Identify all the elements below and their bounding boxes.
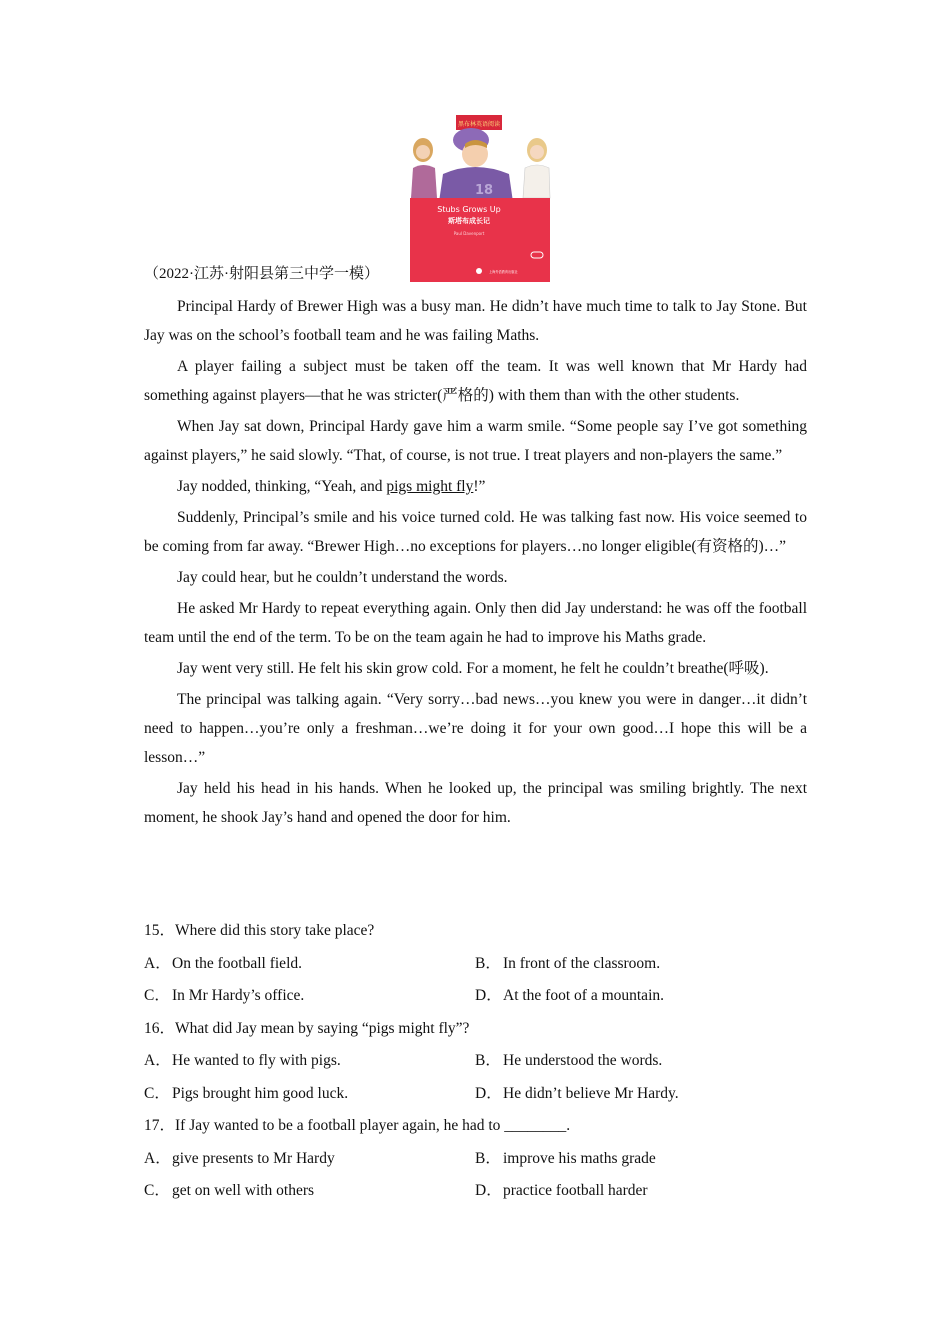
passage-paragraph	[144, 654, 807, 683]
cover-publisher: 上海外语教育出版社	[489, 270, 518, 274]
option-label: A．	[144, 1052, 171, 1069]
answer-option[interactable]	[144, 980, 475, 1013]
passage-paragraph	[144, 472, 807, 501]
cover-author: Paul Davenport	[453, 231, 485, 236]
option-row	[144, 980, 807, 1013]
option-text: practice football harder	[503, 1182, 648, 1199]
paragraph-text: !”	[473, 478, 486, 495]
answer-option[interactable]	[475, 1175, 806, 1208]
option-row	[144, 1045, 807, 1078]
option-row	[144, 948, 807, 981]
passage-paragraph	[144, 292, 807, 350]
option-text: He understood the words.	[503, 1052, 663, 1069]
option-row	[144, 1078, 807, 1111]
option-row	[144, 1175, 807, 1208]
series-band-text: 黑布林英语阅读	[457, 121, 501, 128]
passage-paragraph	[144, 412, 807, 470]
answer-option[interactable]	[475, 948, 806, 981]
option-text: At the foot of a mountain.	[503, 987, 664, 1004]
option-text: improve his maths grade	[503, 1149, 656, 1167]
book-cover-image	[409, 114, 551, 282]
option-label: B．	[475, 1149, 501, 1167]
paragraph-text: The principal was talking again. “Very sorry…bad news…you knew you were in danger…it didn’t need to happen…you’re only a freshman…we’re doing it for your own good…I hope this will be a lesson…”	[144, 691, 807, 766]
passage-paragraph	[144, 503, 807, 561]
option-label: B．	[475, 1052, 501, 1069]
jersey-number: 18	[474, 183, 494, 198]
answer-option[interactable]	[475, 1045, 806, 1078]
option-text: He didn’t believe Mr Hardy.	[503, 1084, 679, 1102]
question-block	[144, 1013, 807, 1111]
reading-passage	[144, 292, 807, 832]
passage-paragraph	[144, 594, 807, 652]
option-text: In Mr Hardy’s office.	[172, 987, 305, 1004]
option-text: In front of the classroom.	[503, 954, 661, 972]
paragraph-text: A player failing a subject must be taken off the team. It was well known that Mr Hardy had something against players—that he was stricter(严格的) with them than with the other students.	[144, 358, 807, 404]
question-stem: 16．What did Jay mean by saying “pigs might fly”?	[144, 1019, 470, 1037]
paragraph-text: When Jay sat down, Principal Hardy gave him a warm smile. “Some people say I’ve got something against players,” he said slowly. “That, of course, is not true. I treat players and non-players the same.”	[144, 418, 807, 464]
answer-option[interactable]	[144, 948, 475, 981]
exam-source-label: （2022·江苏·射阳县第三中学一模）	[144, 266, 379, 282]
option-label: D．	[475, 987, 502, 1004]
option-text: get on well with others	[172, 1182, 315, 1199]
option-label: A．	[144, 1149, 171, 1167]
answer-option[interactable]	[144, 1143, 475, 1176]
passage-paragraph	[144, 685, 807, 772]
option-label: C．	[144, 1084, 170, 1102]
paragraph-text: Jay went very still. He felt his skin grow cold. For a moment, he felt he couldn’t breathe(呼吸).	[177, 660, 769, 677]
question-stem: 15．Where did this story take place?	[144, 922, 375, 939]
option-text: On the football field.	[172, 954, 302, 972]
option-label: A．	[144, 954, 171, 972]
paragraph-text: He asked Mr Hardy to repeat everything again. Only then did Jay understand: he was off the football team until the end of the term. To be on the team again he had to improve his Maths grade.	[144, 600, 807, 646]
answer-option[interactable]	[144, 1078, 475, 1111]
passage-paragraph	[144, 774, 807, 832]
option-label: C．	[144, 1182, 170, 1199]
option-text: give presents to Mr Hardy	[172, 1149, 335, 1167]
answer-option[interactable]	[144, 1175, 475, 1208]
cover-title-cn: 斯塔布成长记	[448, 217, 490, 225]
question-block	[144, 915, 807, 1013]
option-label: C．	[144, 987, 170, 1004]
option-label: D．	[475, 1182, 502, 1199]
answer-option[interactable]	[475, 980, 806, 1013]
option-label: D．	[475, 1084, 502, 1102]
passage-paragraph	[144, 352, 807, 410]
answer-option[interactable]	[475, 1078, 806, 1111]
underlined-phrase: pigs might fly	[386, 478, 474, 495]
publisher-logo-icon	[476, 268, 482, 274]
option-row	[144, 1143, 807, 1176]
answer-option[interactable]	[144, 1045, 475, 1078]
paragraph-text: Jay could hear, but he couldn’t understand the words.	[177, 569, 508, 586]
option-text: Pigs brought him good luck.	[172, 1084, 349, 1102]
cover-title-en: Stubs Grows Up	[437, 205, 501, 214]
question-stem: 17．If Jay wanted to be a football player again, he had to ________.	[144, 1117, 571, 1134]
option-label: B．	[475, 954, 501, 972]
answer-option[interactable]	[475, 1143, 806, 1176]
paragraph-text: Suddenly, Principal’s smile and his voice turned cold. He was talking fast now. His voice seemed to be coming from far away. “Brewer High…no exceptions for players…no longer eligible(有资格的)…”	[144, 509, 807, 555]
option-text: He wanted to fly with pigs.	[172, 1052, 341, 1069]
paragraph-text: Jay nodded, thinking, “Yeah, and	[177, 478, 387, 495]
question-block	[144, 1110, 807, 1208]
passage-paragraph	[144, 563, 807, 592]
question-list	[144, 915, 807, 1208]
paragraph-text: Principal Hardy of Brewer High was a busy man. He didn’t have much time to talk to Jay Stone. But Jay was on the school’s football team and he was failing Maths.	[144, 298, 807, 344]
paragraph-text: Jay held his head in his hands. When he looked up, the principal was smiling brightly. The next moment, he shook Jay’s hand and opened the door for him.	[144, 780, 807, 826]
